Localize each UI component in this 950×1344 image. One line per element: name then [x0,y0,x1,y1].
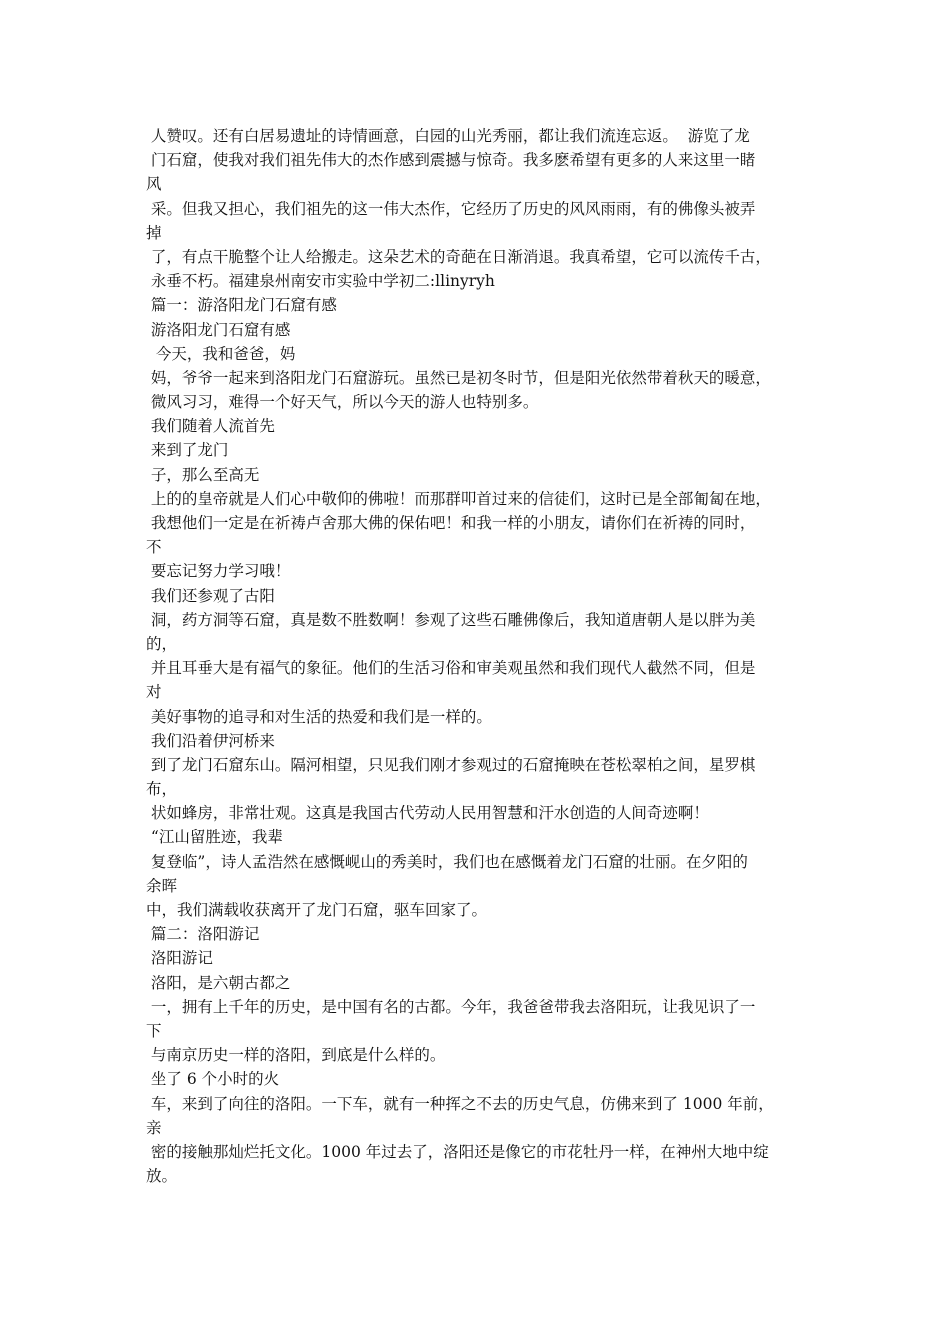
text-line: 掉 [146,223,162,242]
text-line: 我们还参观了古阳 [146,586,275,605]
text-line: 亲 [146,1118,162,1137]
text-line: 中，我们满载收获离开了龙门石窟，驱车回家了。 [146,901,488,919]
text-line: 妈，爷爷一起来到洛阳龙门石窟游玩。虽然已是初冬时节，但是阳光依然带着秋天的暖意， [146,368,771,387]
text-line: 洞，药方洞等石窟，真是数不胜数啊！参观了这些石雕佛像后，我知道唐朝人是以胖为美 [146,610,756,629]
text-line: 来到了龙门 [146,441,229,460]
text-line: 与南京历史一样的洛阳，到底是什么样的。 [146,1046,446,1065]
text-line: 采。但我又担心，我们祖先的这一伟大杰作，它经历了历史的风风雨雨，有的佛像头被弄 [146,199,756,218]
text-line: 人赞叹。还有白居易遗址的诗情画意，白园的山光秀丽，都让我们流连忘返。 游览了龙 [146,127,750,145]
essay-title: 游洛阳龙门石窟有感 [146,320,291,339]
text-line: 状如蜂房，非常壮观。这真是我国古代劳动人民用智慧和汗水创造的人间奇迹啊！ [146,804,709,823]
text-line: 美好事物的追寻和对生活的热爱和我们是一样的。 [146,707,492,726]
text-line: 不 [146,538,162,557]
text-line: 坐了 6 个小时的火 [146,1070,280,1089]
essay-title: 洛阳游记 [146,949,213,968]
text-line: 门石窟，使我对我们祖先伟大的杰作感到震撼与惊奇。我多麽希望有更多的人来这里一睹 [146,151,756,170]
text-line: 密的接触那灿烂托文化。1000 年过去了，洛阳还是像它的市花牡丹一样，在神州大地中绽 [146,1142,769,1161]
text-line: 洛阳，是六朝古都之 [146,973,291,992]
text-line: 了，有点干脆整个让人给搬走。这朵艺术的奇葩在日渐消退。我真希望，它可以流传千古， [146,247,771,266]
text-line: 要忘记努力学习哦！ [146,562,291,581]
text-line: 子，那么至高无 [146,465,260,484]
text-line: 我们沿着伊河桥来 [146,731,275,750]
text-line: 的， [146,634,178,653]
text-line: 并且耳垂大是有福气的象征。他们的生活习俗和审美观虽然和我们现代人截然不同，但是 [146,659,756,678]
text-line: 余晖 [146,876,178,895]
text-line: 我想他们一定是在祈祷卢舍那大佛的保佑吧！和我一样的小朋友，请你们在祈祷的同时， [146,514,756,532]
text-line: 我们随着人流首先 [146,417,275,436]
text-line: 复登临”，诗人孟浩然在感慨岘山的秀美时，我们也在感慨着龙门石窟的壮丽。在夕阳的 [146,852,748,871]
text-line: 到了龙门石窟东山。隔河相望，只见我们刚才参观过的石窟掩映在苍松翠柏之间，星罗棋 [146,755,756,774]
document-body [146,124,826,1188]
text-line: 车，来到了向往的洛阳。一下车，就有一种挥之不去的历史气息，仿佛来到了 1000 年前， [146,1094,774,1113]
text-line: 放。 [146,1167,178,1186]
text-line: 对 [146,683,162,702]
text-line: 永垂不朽。福建泉州南安市实验中学初二:llinyryh [146,272,495,291]
text-line: 上的的皇帝就是人们心中敬仰的佛啦！而那群叩首过来的信徒们，这时已是全部匍匐在地， [146,489,771,508]
text-line: 一，拥有上千年的历史，是中国有名的古都。今年，我爸爸带我去洛阳玩，让我见识了一 [146,997,756,1016]
text-line: “江山留胜迹，我辈 [146,828,283,847]
text-line: 今天，我和爸爸，妈 [146,344,296,363]
text-line: 微风习习，难得一个好天气，所以今天的游人也特别多。 [146,393,539,412]
text-line: 下 [146,1021,162,1040]
section-heading: 篇一：游洛阳龙门石窟有感 [146,296,337,315]
section-heading: 篇二：洛阳游记 [146,925,260,944]
text-line: 风 [146,175,162,194]
text-line: 布， [146,780,178,799]
